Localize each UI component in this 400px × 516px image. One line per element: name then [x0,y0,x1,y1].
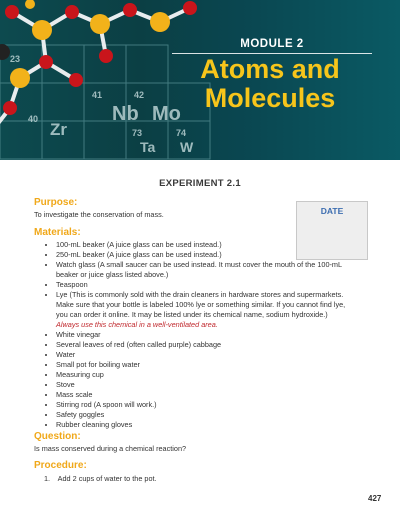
list-item: • Several leaves of red (often called purple) cabbage [56,340,356,350]
purpose-text: To investigate the conservation of mass. [34,210,164,219]
element-number: 42 [134,90,145,100]
list-item: • Teaspoon [56,280,356,290]
step-number: 1. [44,474,51,483]
purpose-heading: Purpose: [34,197,78,208]
element-symbol: Ta [140,139,156,155]
procedure-step [44,474,157,483]
page-number: 427 [368,494,382,503]
module-title [160,55,380,113]
step-text: Add 2 cups of water to the pot. [57,474,157,483]
list-item: • Small pot for boiling water [56,360,356,370]
materials-list [34,240,356,430]
module-label: MODULE 2 [240,38,304,50]
module-title-line: Atoms and [200,54,340,84]
list-item: • Rubber cleaning gloves [56,420,356,430]
list-item: • Mass scale [56,390,356,400]
element-symbol: Zr [50,120,67,139]
element-symbol: Nb [112,103,139,125]
list-item-text: Lye (This is commonly sold with the drain cleaners in hardware stores and supermarkets. Make sure that your bottle is labeled 100% lye or something similar. If you cannot find lye, you can order it online. It may be listed under its chemical name, sodium hydroxide.) [56,290,346,319]
element-number: 74 [176,128,187,138]
list-item: • Measuring cup [56,370,356,380]
list-item: • 100-mL beaker (A juice glass can be used instead.) [56,240,356,250]
lye-warning: Always use this chemical in a well-ventilated area. [56,320,218,329]
element-number: 40 [28,114,39,124]
element-number: 23 [10,54,21,64]
date-label: DATE [320,206,344,216]
element-symbol: W [180,139,194,155]
list-item: • Water [56,350,356,360]
materials-heading: Materials: [34,227,81,238]
element-symbol: Mo [152,103,181,125]
module-banner [0,0,400,160]
list-item [56,290,356,330]
list-item: • 250-mL beaker (A juice glass can be used instead.) [56,250,356,260]
procedure-heading: Procedure: [34,460,87,471]
element-number: 41 [92,90,103,100]
list-item: • White vinegar [56,330,356,340]
question-text: Is mass conserved during a chemical reaction? [34,444,187,453]
list-item: • Safety goggles [56,410,356,420]
list-item: • Stirring rod (A spoon will work.) [56,400,356,410]
element-number: 73 [132,128,143,138]
module-title-line: Molecules [204,83,336,113]
question-heading: Question: [34,431,81,442]
list-item: • Watch glass (A small saucer can be used instead. It must cover the mouth of the 100-mL beaker or juice glass listed above.) [56,260,356,280]
experiment-title: EXPERIMENT 2.1 [159,178,241,189]
list-item: • Stove [56,380,356,390]
